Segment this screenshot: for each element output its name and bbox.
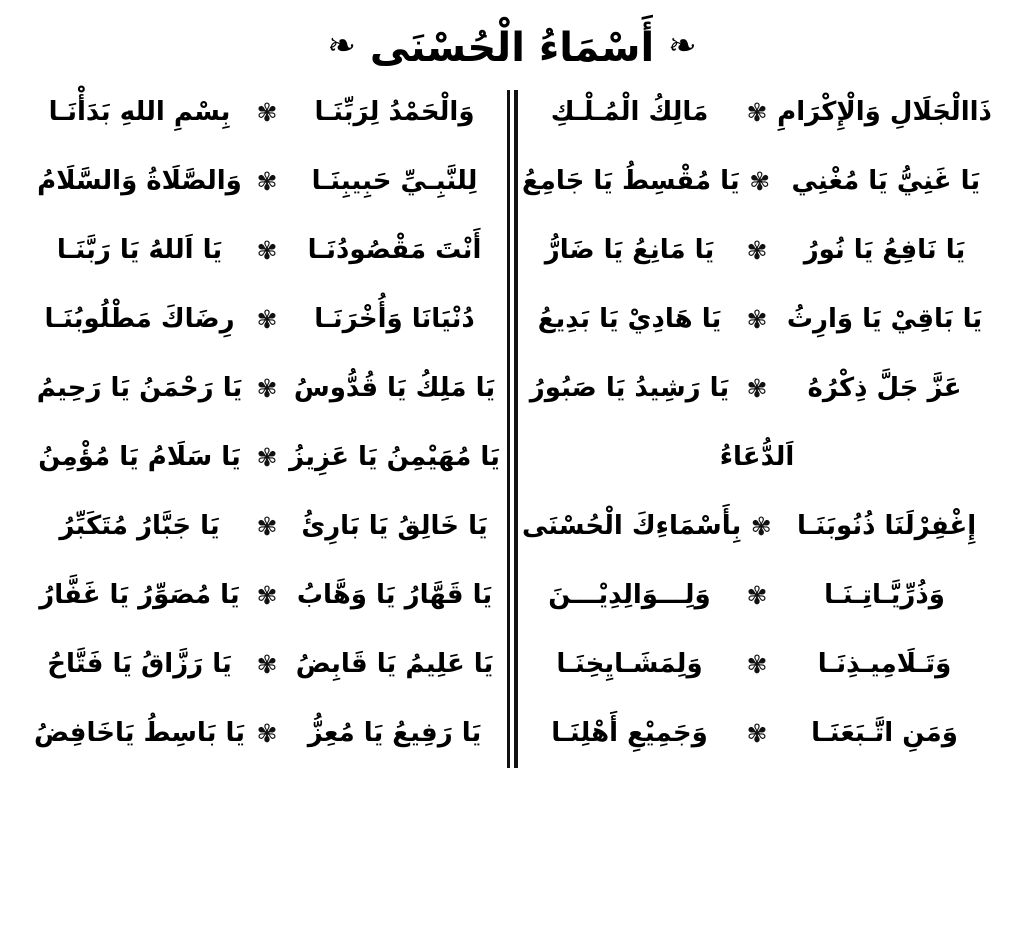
hemistich-a: وَلِـــوَالِدِيْـــنَ (548, 579, 711, 610)
verse-line (522, 147, 992, 216)
hemistich-b: يَا رَفِيعُ يَا مُعِزُّ (307, 717, 482, 748)
flower-separator-icon: ✾ (749, 167, 771, 196)
verse-line (522, 216, 992, 285)
verse-line (32, 285, 502, 354)
hemistich-a: يَا هَادِيْ يَا بَدِيعُ (537, 303, 722, 334)
hemistich-b: أَنْتَ مَقْصُودُنَـا (307, 234, 482, 265)
hemistich-a: بِأَسْمَاءِكَ الْحُسْنَى (522, 510, 742, 541)
hemistich-b: يَا نَافِعُ يَا نُورُ (803, 234, 966, 265)
page-bottom-margin (0, 898, 1024, 942)
hemistich-b: يَا مَلِكُ يَا قُدُّوسُ (293, 372, 496, 403)
flower-separator-icon: ✾ (256, 719, 278, 748)
hemistich-a: وَلِمَشَـايِخِنَـا (556, 648, 703, 679)
verse-line (522, 285, 992, 354)
flower-separator-icon: ✾ (746, 98, 768, 127)
hemistich-a: وَالصَّلَاةُ وَالسَّلَامُ (37, 165, 242, 196)
hemistich-a: يَا اَللهُ يَا رَبَّنَـا (56, 234, 223, 265)
hemistich-b: إِغْفِرْلَنَا ذُنُوبَنَـا (797, 510, 977, 541)
hemistich-b: ذَاالْجَلَالِ وَالْإِكْرَامِ (777, 96, 992, 127)
hemistich-a: مَالِكُ الْمُـلْـكِ (550, 96, 709, 127)
divider-bar (507, 90, 510, 768)
hemistich-b: عَزَّ جَلَّ ذِكْرُهُ (807, 372, 962, 403)
flower-separator-icon: ✾ (746, 236, 768, 265)
hemistich-b: وَالْحَمْدُ لِرَبِّنَـا (314, 96, 475, 127)
flower-separator-icon: ✾ (256, 305, 278, 334)
verse-columns (0, 78, 1024, 768)
flower-separator-icon: ✾ (256, 167, 278, 196)
column-divider (504, 90, 520, 768)
hemistich-a: يَا رَحْمَنُ يَا رَحِيمُ (36, 372, 243, 403)
verse-line (32, 147, 502, 216)
title-text: أَسْمَاءُ الْحُسْنَى (369, 25, 655, 71)
left-column (522, 78, 992, 768)
verse-line (32, 699, 502, 768)
verse-line (522, 354, 992, 423)
hemistich-a: يَا بَاسِطُ يَاخَافِضُ (33, 717, 246, 748)
verse-line (32, 216, 502, 285)
right-column (32, 78, 502, 768)
verse-line (522, 78, 992, 147)
flower-separator-icon: ✾ (256, 512, 278, 541)
hemistich-a: يَا رَشِيدُ يَا صَبُورُ (529, 372, 730, 403)
hemistich-b: يَا خَالِقُ يَا بَارِئُ (301, 510, 488, 541)
flower-separator-icon: ✾ (746, 374, 768, 403)
flower-separator-icon: ✾ (746, 650, 768, 679)
ornament-right-icon: ❧ (668, 26, 697, 66)
hemistich-a: يَا مُقْسِطُ يَا جَامِعُ (522, 165, 740, 196)
page-title (0, 0, 1024, 78)
hemistich-a: رِضَاكَ مَطْلُوبُنَـا (44, 303, 235, 334)
verse-line (32, 561, 502, 630)
dua-heading (522, 423, 992, 492)
ornament-left-icon: ❧ (327, 26, 356, 66)
flower-separator-icon: ✾ (746, 581, 768, 610)
verse-line (522, 492, 992, 561)
flower-separator-icon: ✾ (746, 719, 768, 748)
flower-separator-icon: ✾ (256, 650, 278, 679)
flower-separator-icon: ✾ (750, 512, 772, 541)
flower-separator-icon: ✾ (256, 581, 278, 610)
hemistich-b: وَذُرِّيَّـاتِـنَـا (824, 579, 945, 610)
hemistich-a: وَجَمِيْعِ أَهْلِنَـا (551, 717, 708, 748)
verse-line (32, 423, 502, 492)
hemistich-a: يَا مَانِعُ يَا ضَارُّ (544, 234, 715, 265)
hemistich-a: يَا سَلَامُ يَا مُؤْمِنُ (38, 441, 241, 472)
hemistich-b: وَتَـلَامِيـذِنَـا (817, 648, 952, 679)
hemistich-a: يَا رَزَّاقُ يَا فَتَّاحُ (47, 648, 232, 679)
flower-separator-icon: ✾ (256, 374, 278, 403)
flower-separator-icon: ✾ (256, 98, 278, 127)
hemistich-a: يَا جَبَّارُ مُتَكَبِّرُ (59, 510, 220, 541)
hemistich-b: يَا مُهَيْمِنُ يَا عَزِيزُ (289, 441, 500, 472)
verse-line (32, 492, 502, 561)
hemistich-b: يَا بَاقِيْ يَا وَارِثُ (786, 303, 983, 334)
hemistich-b: لِلنَّبِـيِّ حَبِيبِنَـا (311, 165, 478, 196)
verse-line (32, 354, 502, 423)
hemistich-a: يَا مُصَوِّرُ يَا غَفَّارُ (39, 579, 240, 610)
verse-line (522, 630, 992, 699)
flower-separator-icon: ✾ (256, 443, 278, 472)
hemistich-b: دُنْيَانَا وَأُخْرَنَـا (314, 303, 475, 334)
hemistich-b: يَا عَلِيمُ يَا قَابِضُ (295, 648, 494, 679)
flower-separator-icon: ✾ (256, 236, 278, 265)
hemistich-a: بِسْمِ اللهِ بَدَأْنَـا (48, 96, 231, 127)
verse-line (32, 78, 502, 147)
hemistich-b: يَا قَهَّارُ يَا وَهَّابُ (296, 579, 493, 610)
dua-heading-text: اَلدُّعَاءُ (719, 441, 795, 472)
hemistich-b: وَمَنِ اتَّـبَعَنَـا (811, 717, 958, 748)
flower-separator-icon: ✾ (746, 305, 768, 334)
hemistich-b: يَا غَنِيُّ يَا مُغْنِي (791, 165, 981, 196)
verse-line (522, 699, 992, 768)
divider-bar (514, 90, 518, 768)
verse-line (522, 561, 992, 630)
verse-line (32, 630, 502, 699)
